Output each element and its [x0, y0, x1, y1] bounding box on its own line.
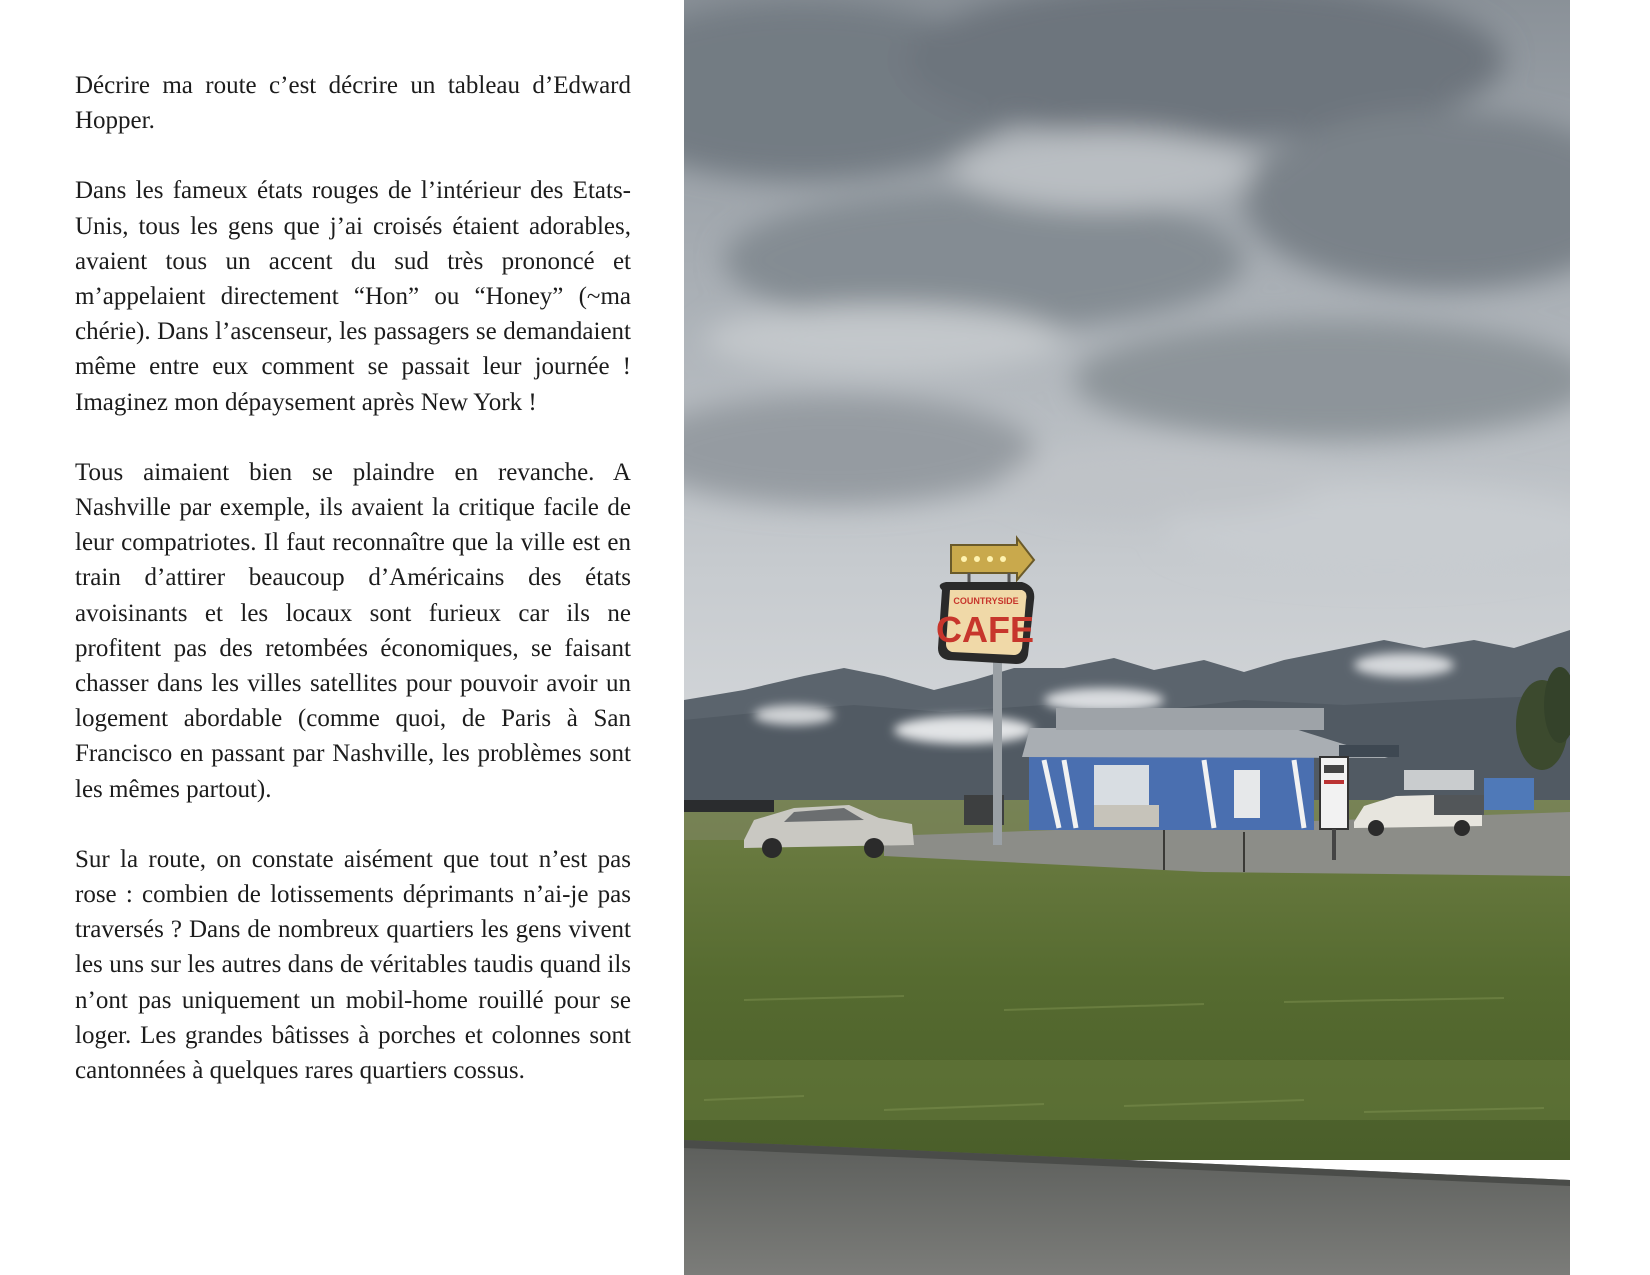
- small-blue-building: [1484, 778, 1534, 810]
- article-text: [75, 68, 631, 1123]
- sign-main-text: CAFE: [936, 609, 1034, 650]
- paragraph-road: Sur la route, on constate aisément que tout n’est pas rose : combien de lotissements déprimants n’ai-je pas traversés ? Dans de nombreux quartiers les gens vivent les uns sur les autres dans de véritables taudis quand ils n’ont pas uniquement un mobil-home rouillé pour se loger. Les grandes bâtisses à porches et colonnes sont cantonnées à quelques rares quartiers cossus.: [75, 845, 631, 1085]
- sign-top-text: COUNTRYSIDE: [953, 596, 1019, 606]
- storm-clouds: [684, 0, 1570, 575]
- roadside-cafe-photo: [684, 0, 1570, 1275]
- paragraph-nashville: Tous aimaient bien se plaindre en revanche. A Nashville par exemple, ils avaient la critique facile de leur compatriotes. Il faut reconnaître que la ville est en train d’attirer beaucoup d’Américains des états avoisinants et les locaux sont furieux car ils ne profitent pas des retombées économiques, se faisant chasser dans les villes satellites pour pouvoir avoir un logement abordable (comme quoi, de Paris à San Francisco en passant par Nashville, les problèmes sont les mêmes partout).: [75, 458, 631, 803]
- paragraph-intro: Décrire ma route c’est décrire un tableau d’Edward Hopper.: [75, 72, 631, 135]
- photo-illustration: [684, 0, 1570, 1275]
- paragraph-southern-hospitality: Dans les fameux états rouges de l’intérieur des Etats-Unis, tous les gens que j’ai croisés étaient adorables, avaient tous un accent du sud très prononcé et m’appelaient directement “Hon” ou “Honey” (~ma chérie). Dans l’ascenseur, les passagers se demandaient même entre eux comment se passait leur journée ! Imaginez mon dépaysement après New York !: [75, 177, 631, 416]
